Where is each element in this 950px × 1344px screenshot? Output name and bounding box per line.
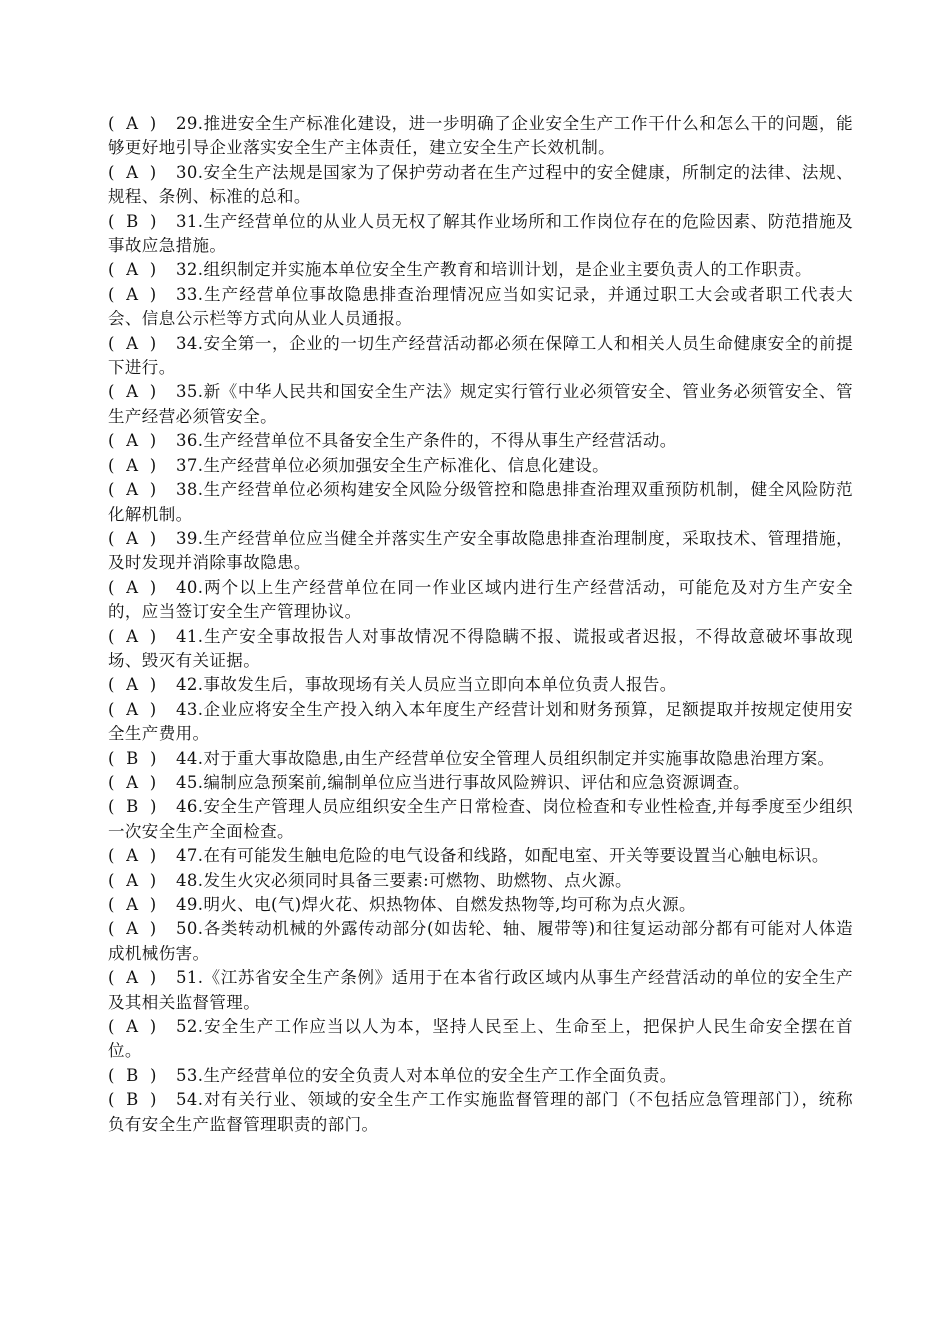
question-text: 42.事故发生后，事故现场有关人员应当立即向本单位负责人报告。 bbox=[176, 675, 677, 695]
question-item bbox=[108, 869, 853, 893]
question-item bbox=[108, 698, 853, 747]
question-text: 47.在有可能发生触电危险的电气设备和线路，如配电室、开关等要设置当心触电标识。 bbox=[176, 846, 829, 866]
question-item bbox=[108, 527, 853, 576]
answer-marker: ( B ) bbox=[108, 211, 157, 231]
question-text: 45.编制应急预案前,编制单位应当进行事故风险辨识、评估和应急资源调查。 bbox=[176, 772, 750, 792]
question-text: 38.生产经营单位必须构建安全风险分级管控和隐患排查治理双重预防机制，健全风险防范化解机制。 bbox=[108, 480, 853, 524]
answer-marker: ( A ) bbox=[108, 528, 157, 548]
question-item bbox=[108, 771, 853, 795]
answer-marker: ( B ) bbox=[108, 748, 157, 768]
question-text: 41.生产安全事故报告人对事故情况不得隐瞒不报、谎报或者迟报，不得故意破坏事故现场、毁灭有关证据。 bbox=[108, 626, 853, 670]
answer-marker: ( A ) bbox=[108, 895, 157, 914]
question-text: 36.生产经营单位不具备安全生产条件的，不得从事生产经营活动。 bbox=[176, 431, 677, 451]
answer-marker: ( A ) bbox=[108, 846, 157, 866]
question-item bbox=[108, 112, 853, 161]
answer-marker: ( A ) bbox=[108, 431, 157, 451]
answer-marker: ( A ) bbox=[108, 1017, 157, 1037]
question-item bbox=[108, 1015, 853, 1064]
question-item bbox=[108, 478, 853, 527]
question-text: 40.两个以上生产经营单位在同一作业区域内进行生产经营活动，可能危及对方生产安全的，应当签订安全生产管理协议。 bbox=[108, 577, 853, 622]
answer-marker: ( A ) bbox=[108, 284, 157, 304]
question-item bbox=[108, 966, 853, 1015]
question-item bbox=[108, 1064, 853, 1088]
question-text: 29.推进安全生产标准化建设，进一步明确了企业安全生产工作干什么和怎么干的问题，能够更好地引导企业落实安全生产主体责任，建立安全生产长效机制。 bbox=[108, 114, 853, 158]
question-item bbox=[108, 161, 853, 210]
answer-marker: ( A ) bbox=[108, 382, 157, 402]
answer-marker: ( A ) bbox=[108, 162, 157, 182]
answer-marker: ( A ) bbox=[108, 772, 157, 792]
question-item bbox=[108, 283, 853, 332]
question-item bbox=[108, 576, 853, 625]
question-text: 48.发生火灾必须同时具备三要素:可燃物、助燃物、点火源。 bbox=[176, 870, 632, 890]
question-item bbox=[108, 454, 853, 478]
question-item bbox=[108, 795, 853, 844]
question-text: 31.生产经营单位的从业人员无权了解其作业场所和工作岗位存在的危险因素、防范措施及事故应急措施。 bbox=[108, 211, 853, 256]
answer-marker: ( B ) bbox=[108, 1090, 157, 1110]
answer-marker: ( B ) bbox=[108, 797, 157, 817]
question-item bbox=[108, 429, 853, 453]
question-item bbox=[108, 673, 853, 697]
answer-marker: ( A ) bbox=[108, 260, 157, 280]
question-text: 49.明火、电(气)焊火花、炽热物体、自燃发热物等,均可称为点火源。 bbox=[176, 895, 696, 914]
answer-marker: ( A ) bbox=[108, 455, 157, 475]
question-text: 52.安全生产工作应当以人为本，坚持人民至上、生命至上，把保护人民生命安全摆在首位。 bbox=[108, 1017, 853, 1061]
answer-marker: ( A ) bbox=[108, 699, 157, 719]
question-item bbox=[108, 893, 853, 917]
answer-marker: ( B ) bbox=[108, 1065, 157, 1085]
question-text: 34.安全第一，企业的一切生产经营活动都必须在保障工人和相关人员生命健康安全的前提下进行。 bbox=[108, 333, 853, 378]
question-text: 43.企业应将安全生产投入纳入本年度生产经营计划和财务预算，足额提取并按规定使用安全生产费用。 bbox=[108, 699, 853, 744]
answer-marker: ( A ) bbox=[108, 114, 157, 133]
question-text: 33.生产经营单位事故隐患排查治理情况应当如实记录，并通过职工大会或者职工代表大会、信息公示栏等方式向从业人员通报。 bbox=[108, 284, 853, 329]
question-text: 37.生产经营单位必须加强安全生产标准化、信息化建设。 bbox=[176, 455, 610, 475]
question-item bbox=[108, 210, 853, 259]
document-page bbox=[108, 112, 853, 1137]
question-text: 46.安全生产管理人员应组织安全生产日常检查、岗位检查和专业性检查,并每季度至少组织一次安全生产全面检查。 bbox=[108, 797, 853, 841]
question-text: 51.《江苏省安全生产条例》适用于在本省行政区域内从事生产经营活动的单位的安全生产及其相关监督管理。 bbox=[108, 968, 853, 1012]
answer-marker: ( A ) bbox=[108, 577, 157, 597]
question-text: 53.生产经营单位的安全负责人对本单位的安全生产工作全面负责。 bbox=[176, 1065, 677, 1085]
question-item bbox=[108, 625, 853, 674]
question-text: 30.安全生产法规是国家为了保护劳动者在生产过程中的安全健康，所制定的法律、法规、规程、条例、标准的总和。 bbox=[108, 162, 853, 207]
question-text: 35.新《中华人民共和国安全生产法》规定实行管行业必须管安全、管业务必须管安全、管生产经营必须管安全。 bbox=[108, 382, 853, 426]
question-item bbox=[108, 917, 853, 966]
question-text: 32.组织制定并实施本单位安全生产教育和培训计划，是企业主要负责人的工作职责。 bbox=[176, 260, 812, 280]
answer-marker: ( A ) bbox=[108, 870, 157, 890]
question-item bbox=[108, 1088, 853, 1137]
question-item bbox=[108, 747, 853, 771]
answer-marker: ( A ) bbox=[108, 626, 157, 646]
question-item bbox=[108, 258, 853, 282]
question-text: 50.各类转动机械的外露传动部分(如齿轮、轴、履带等)和往复运动部分都有可能对人体造成机械伤害。 bbox=[108, 919, 853, 963]
answer-marker: ( A ) bbox=[108, 968, 157, 988]
question-text: 39.生产经营单位应当健全并落实生产安全事故隐患排查治理制度，采取技术、管理措施，及时发现并消除事故隐患。 bbox=[108, 528, 853, 573]
question-item bbox=[108, 332, 853, 381]
answer-marker: ( A ) bbox=[108, 675, 157, 695]
answer-marker: ( A ) bbox=[108, 919, 157, 939]
answer-marker: ( A ) bbox=[108, 333, 157, 353]
answer-marker: ( A ) bbox=[108, 480, 157, 500]
question-item bbox=[108, 844, 853, 868]
question-text: 54.对有关行业、领域的安全生产工作实施监督管理的部门（不包括应急管理部门），统称负有安全生产监督管理职责的部门。 bbox=[108, 1090, 853, 1134]
question-text: 44.对于重大事故隐患,由生产经营单位安全管理人员组织制定并实施事故隐患治理方案。 bbox=[176, 748, 835, 768]
question-item bbox=[108, 380, 853, 429]
